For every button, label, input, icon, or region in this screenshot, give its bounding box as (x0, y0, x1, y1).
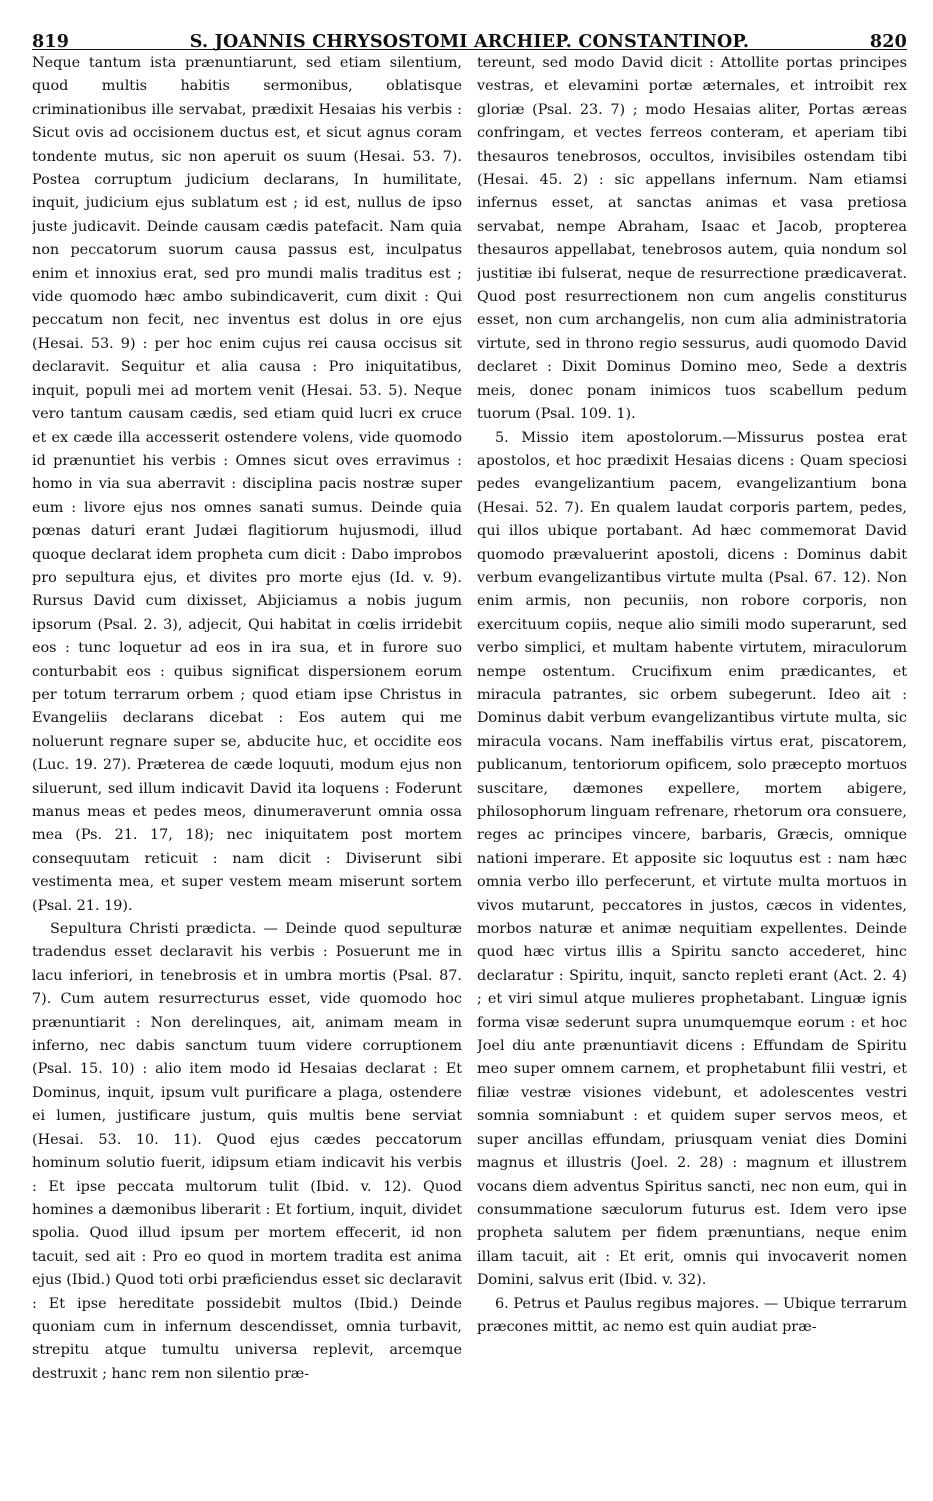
paragraph: 5. Missio item apostolorum.—Missurus postea erat apostolos, et hoc prædixit Hesaias dicens : Quam speciosi pedes evangelizantium pacem, evangelizantium bona (Hesai. 52. 7). En qualem laudat corporis partem, pedes, qui illos ubique portabant. Ad hæc commemorat David quomodo prævaluerint apostoli, dicens : Dominus dabit verbum evangelizantibus virtute multa (Psal. 67. 12). Non enim armis, non pecuniis, non robore corporis, non exercituum copiis, neque alio simili modo superarunt, sed verbo simplici, et multam habente virtutem, miraculorum nempe ostentum. Crucifixum enim prædicantes, et miracula patrantes, sic orbem subegerunt. Ideo ait : Dominus dabit verbum evangelizantibus virtute multa, sic miracula vocans. Nam ineffabilis virtus erat, piscatorem, publicanum, tentoriorum opificem, solo præcepto mortuos suscitare, dæmones expellere, mortem abigere, philosophorum linguam refrenare, rhetorum ora consuere, reges ac principes vincere, barbaris, Græcis, omnique nationi imperare. Et apposite sic loquutus est : nam hæc omnia verbo illo perfecerunt, et virtute multa mortuos in vivos mutarunt, peccatores in justos, cæcos in videntes, morbos naturæ et animæ nequitiam expellentes. Deinde quod hæc virtus illis a Spiritu sancto accederet, hinc declaratur : Spiritu, inquit, sancto repleti erant (Act. 2. 4) ; et viri simul atque mulieres prophetabant. Linguæ ignis forma visæ sederunt supra unumquemque eorum : et hoc Joel diu ante prænuntiavit dicens : Effundam de Spiritu meo super omnem carnem, et prophetabunt filii vestri, et filiæ vestræ visiones videbunt, et adolescentes vestri somnia somniabunt : et quidem super servos meos, et super ancillas effundam, priusquam veniat dies Domini magnus et illustris (Joel. 2. 28) : magnum et illustrem vocans diem adventus Spiritus sancti, nec non eum, qui in consummatione sæculorum futurus est. Idem vero ipse propheta salutem per fidem prænuntians, neque enim illam tacuit, ait : Et erit, omnis qui invocaverit nomen Domini, salvus erit (Ibid. v. 32). (477, 429, 907, 1289)
paragraph: Neque tantum ista prænuntiarunt, sed etiam silentium, quod multis habitis sermonibus, oblatisque criminationibus ille servabat, prædixit Hesaias his verbis : Sicut ovis ad occisionem ductus est, et sicut agnus coram tondente mutus, sic non aperuit os suum (Hesai. 53. 7). Postea corruptum judicium declarans, In humilitate, inquit, judicium ejus sublatum est ; id est, nullus de ipso juste judicavit. Deinde causam cædis patefacit. Nam quia non peccatorum suorum causa passus est, inculpatus enim et innoxius erat, sed pro mundi malis traditus est ; vide quomodo hæc ambo subindicaverit, cum dixit : Qui peccatum non fecit, nec inventus est dolus in ore ejus (Hesai. 53. 9) : per hoc enim cujus rei causa occisus sit declaravit. Sequitur et alia causa : Pro iniquitatibus, inquit, populi mei ad mortem venit (Hesai. 53. 5). Neque vero tantum causam cædis, sed etiam quid lucri ex cruce et ex cæde illa accesserit ostendere volens, vide quomodo id prænuntiet his verbis : Omnes sicut oves erravimus : homo in via sua aberravit : disciplina pacis nostræ super eum : livore ejus nos omnes sanati sumus. Deinde quia pœnas daturi erant Judæi flagitiorum hujusmodi, illud quoque declarat idem propheta cum dicit : Dabo improbos pro sepultura ejus, et divites pro morte ejus (Id. v. 9). Rursus David cum dixisset, Abjiciamus a nobis jugum ipsorum (Psal. 2. 3), adjecit, Qui habitat in cœlis irridebit eos : tunc loquetur ad eos in ira sua, et in furore suo conturbabit eos : quibus significat dispersionem eorum per totum terrarum orbem ; quod etiam ipse Christus in Evangeliis declarans dicebat : Eos autem qui me noluerunt regnare super se, abducite huc, et occidite eos (Luc. 19. 27). Præterea de cæde loquuti, modum ejus non siluerunt, sed illum indicavit David ita loquens : Foderunt manus meas et pedes meos, dinumeraverunt omnia ossa mea (Ps. 21. 17, 18); nec iniquitatem post mortem consequutam reticuit : nam dicit : Diviserunt sibi vestimenta mea, et super vestem meam miserunt sortem (Psal. 21. 19). (32, 55, 462, 914)
right-column (477, 52, 907, 1386)
paragraph: Sepultura Christi prædicta. — Deinde quod sepulturæ tradendus esset declaravit his verbis : Posuerunt me in lacu inferiori, in tenebrosis et in umbra mortis (Psal. 87. 7). Cum autem resurrecturus esset, vide quomodo hoc prænuntiarit : Non derelinques, ait, animam meam in inferno, nec dabis sanctum tuum videre corruptionem (Psal. 15. 10) : alio item modo id Hesaias declarat : Et Dominus, inquit, ipsum vult purificare a plaga, ostendere ei lumen, justificare justum, quis multis bene serviat (Hesai. 53. 10. 11). Quod ejus cædes peccatorum hominum solutio fuerit, idipsum etiam indicavit his verbis : Et ipse peccata multorum tulit (Ibid. v. 12). Quod homines a dæmonibus liberarit : Et fortium, inquit, dividet spolia. Quod illud ipsum per mortem effecerit, id non tacuit, sed ait : Pro eo quod in mortem tradita est anima ejus (Ibid.) Quod toti orbi præficiendus esset sic declaravit : Et ipse hereditate possidebit multos (Ibid.) Deinde quoniam cum in infernum descendisset, omnia turbavit, strepitu atque tumultu universa replevit, arcemque destruxit ; hanc rem non silentio præ- (32, 921, 462, 1382)
running-title: S. JOANNIS CHRYSOSTOMI ARCHIEP. CONSTANTINOP. (189, 32, 750, 52)
paragraph: tereunt, sed modo David dicit : Attollite portas principes vestras, et elevamini portæ æternales, et introibit rex gloriæ (Psal. 23. 7) ; modo Hesaias aliter, Portas æreas confringam, et vectes ferreos conteram, et aperiam tibi thesauros tenebrosos, occultos, invisibiles ostendam tibi (Hesai. 45. 2) : sic appellans infernum. Nam etiamsi infernus esset, at sanctas animas et vasa pretiosa servabat, nempe Abraham, Isaac et Jacob, propterea thesauros appellabat, tenebrosos autem, quia nondum sol justitiæ ibi fulserat, neque de resurrectione prædicaverat. Quod post resurrectionem non cum angelis constiturus esset, non cum archangelis, non cum alia administratoria virtute, sed in throno regio sessurus, audi quomodo David declaret : Dixit Dominus Domino meo, Sede a dextris meis, donec ponam inimicos tuos scabellum pedum tuorum (Psal. 109. 1). (477, 55, 907, 423)
text-columns (32, 52, 907, 1386)
page-number-right: 820 (869, 32, 907, 52)
paragraph: 6. Petrus et Paulus regibus majores. — Ubique terrarum præcones mittit, ac nemo est quin audiat præ- (477, 1295, 907, 1335)
running-head (32, 0, 907, 52)
page-number-left: 819 (32, 32, 70, 52)
left-column (32, 52, 462, 1386)
